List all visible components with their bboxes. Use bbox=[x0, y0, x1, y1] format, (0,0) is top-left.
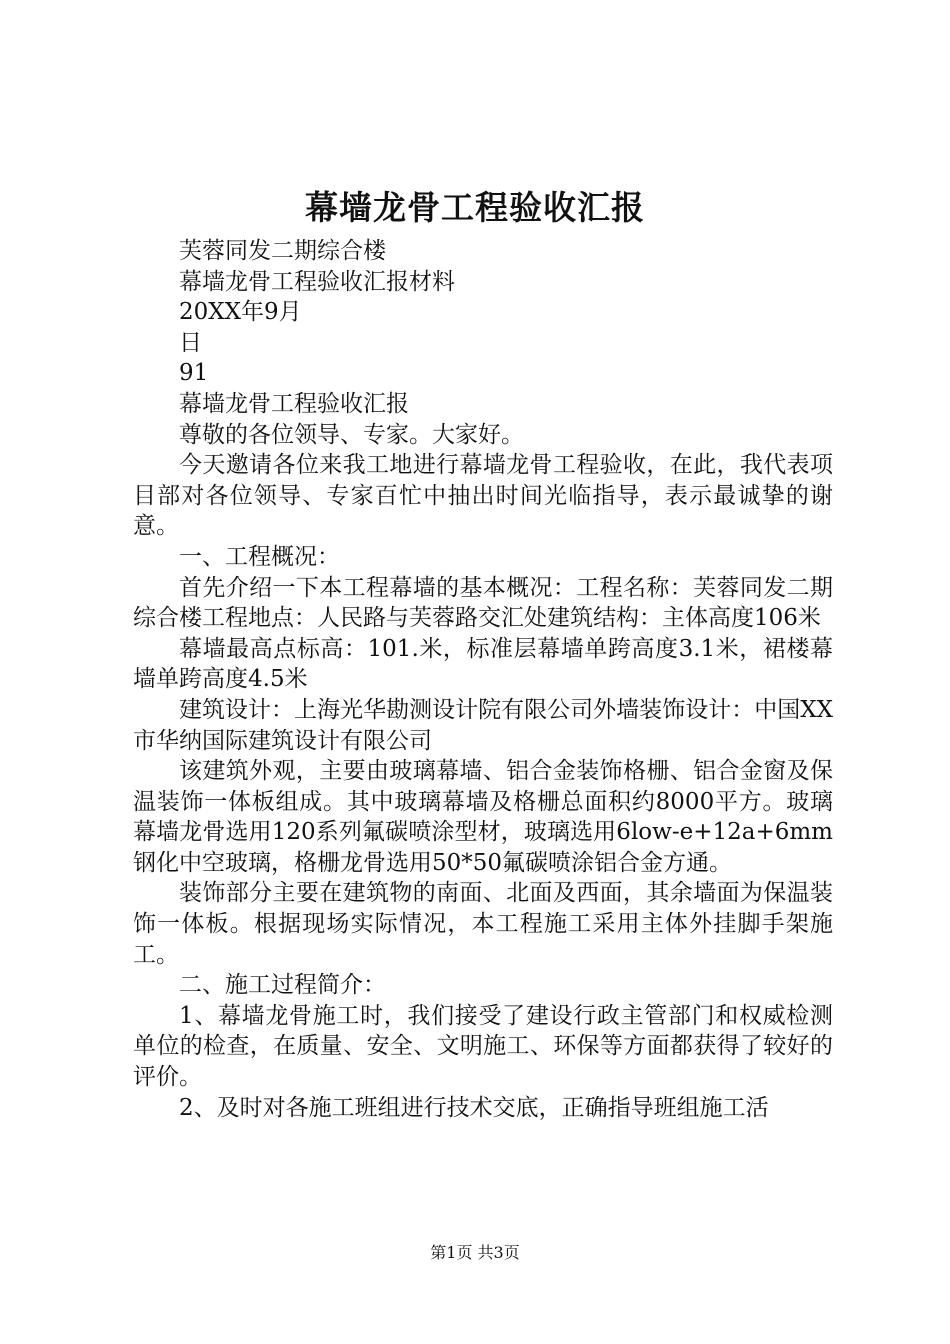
paragraph-report-material: 幕墙龙骨工程验收汇报材料 bbox=[179, 268, 455, 295]
section-heading-overview: 一、工程概况： bbox=[179, 543, 340, 570]
paragraph-process-2: 2、及时对各施工班组进行技术交底，正确指导班组施工活 bbox=[179, 1094, 769, 1121]
paragraph-elevation: 幕墙最高点标高：101.米，标准层幕墙单跨高度3.1米，裙楼幕墙单跨高度4.5米 bbox=[133, 635, 833, 693]
paragraph-process-1: 1、幕墙龙骨施工时，我们接受了建设行政主管部门和权威检测单位的检查，在质量、安全、文明施工、环保等方面都获得了较好的评价。 bbox=[133, 1002, 833, 1091]
paragraph-greeting: 尊敬的各位领导、专家。大家好。 bbox=[179, 421, 524, 448]
paragraph-project-name: 芙蓉同发二期综合楼 bbox=[179, 238, 386, 264]
paragraph-intro: 今天邀请各位来我工地进行幕墙龙骨工程验收，在此，我代表项目部对各位领导、专家百忙中抽出时间光临指导，表示最诚挚的谢意。 bbox=[133, 452, 833, 540]
paragraph-appearance: 该建筑外观，主要由玻璃幕墙、铝合金装饰格栅、铝合金窗及保温装饰一体板组成。其中玻璃幕墙及格栅总面积约8000平方。玻璃幕墙龙骨选用120系列氟碳喷涂型材，玻璃选用6low-e+12a+6mm钢化中空玻璃，格栅龙骨选用50*50氟碳喷涂铝合金方通。 bbox=[133, 758, 833, 876]
paragraph-day: 日 bbox=[179, 329, 202, 356]
section-heading-process: 二、施工过程简介： bbox=[179, 972, 386, 999]
paragraph-decoration: 装饰部分主要在建筑物的南面、北面及西面，其余墙面为保温装饰一体板。根据现场实际情况，本工程施工采用主体外挂脚手架施工。 bbox=[133, 880, 833, 968]
paragraph-date: 20XX年9月 bbox=[179, 299, 302, 326]
document-body bbox=[133, 236, 833, 1123]
document-title: 幕墙龙骨工程验收汇报 bbox=[305, 188, 645, 227]
paragraph-subtitle: 幕墙龙骨工程验收汇报 bbox=[179, 390, 409, 417]
paragraph-design: 建筑设计：上海光华勘测设计院有限公司外墙装饰设计：中国XX市华纳国际建筑设计有限公司 bbox=[133, 696, 833, 754]
paragraph-number: 91 bbox=[179, 360, 209, 387]
page-footer: 第1页 共3页 bbox=[430, 1243, 520, 1262]
paragraph-overview: 首先介绍一下本工程幕墙的基本概况：工程名称：芙蓉同发二期综合楼工程地点：人民路与芙蓉路交汇处建筑结构：主体高度106米 bbox=[133, 574, 833, 632]
